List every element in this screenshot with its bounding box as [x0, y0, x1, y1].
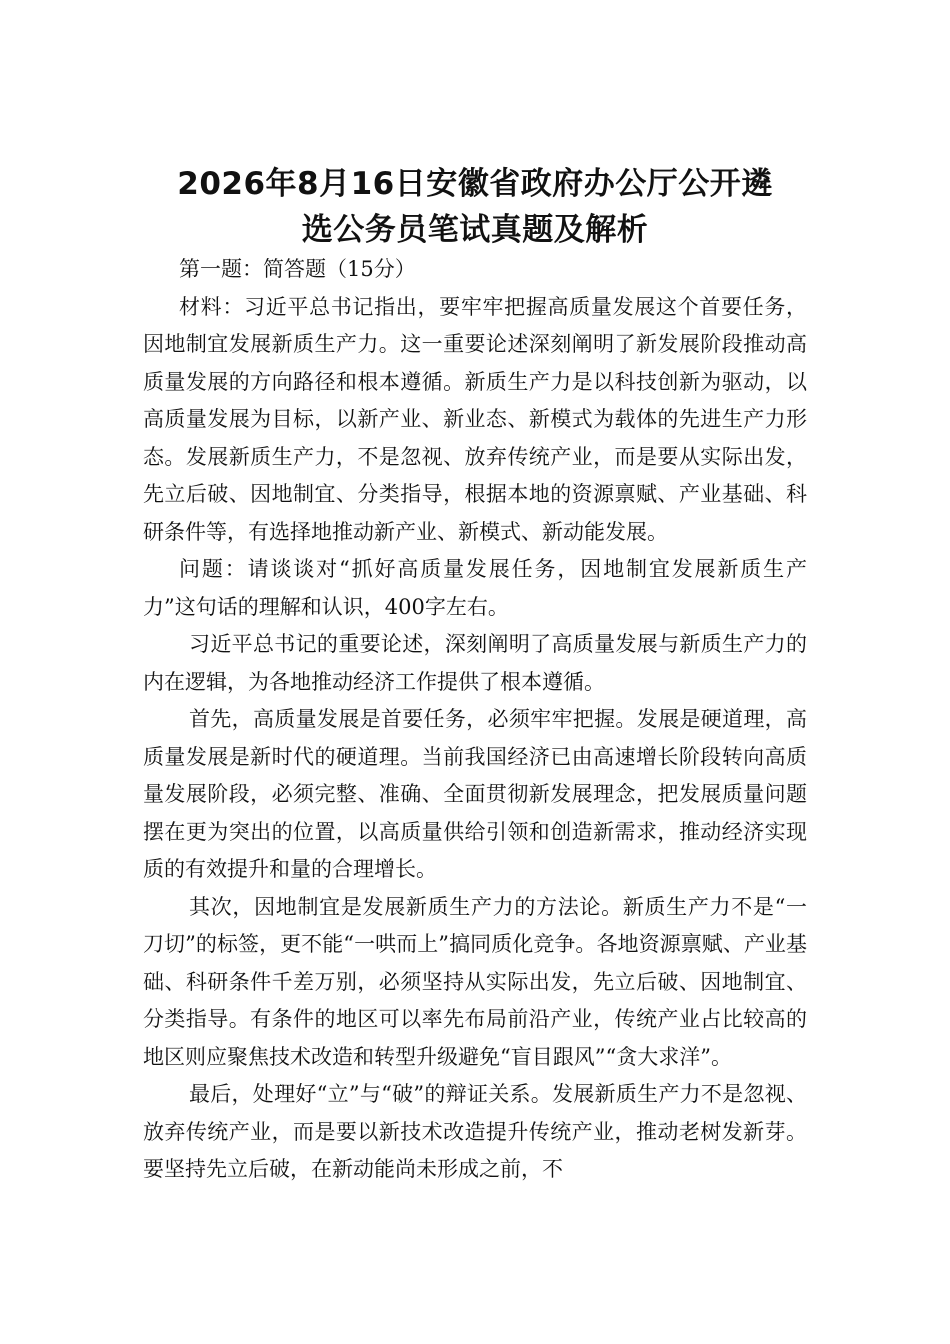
document-body	[143, 251, 807, 1189]
answer-second-paragraph: 其次，因地制宜是发展新质生产力的方法论。新质生产力不是“一刀切”的标签，更不能“一哄而上”搞同质化竞争。各地资源禀赋、产业基础、科研条件千差万别，必须坚持从实际出发，先立后破、因地制宜、分类指导。有条件的地区可以率先布局前沿产业，传统产业占比较高的地区则应聚焦技术改造和转型升级避免“盲目跟风”“贪大求洋”。	[143, 894, 807, 1069]
question-paragraph: 问题：请谈谈对“抓好高质量发展任务，因地制宜发展新质生产力”这句话的理解和认识，400字左右。	[143, 557, 807, 619]
document-title	[120, 161, 830, 253]
material-paragraph: 材料：习近平总书记指出，要牢牢把握高质量发展这个首要任务，因地制宜发展新质生产力。这一重要论述深刻阐明了新发展阶段推动高质量发展的方向路径和根本遵循。新质生产力是以科技创新为驱动，以高质量发展为目标，以新产业、新业态、新模式为载体的先进生产力形态。发展新质生产力，不是忽视、放弃传统产业，而是要从实际出发，先立后破、因地制宜、分类指导，根据本地的资源禀赋、产业基础、科研条件等，有选择地推动新产业、新模式、新动能发展。	[143, 294, 807, 544]
question-heading: 第一题：简答题（15分）	[179, 257, 416, 281]
answer-first-paragraph: 首先，高质量发展是首要任务，必须牢牢把握。发展是硬道理，高质量发展是新时代的硬道理。当前我国经济已由高速增长阶段转向高质量发展阶段，必须完整、准确、全面贯彻新发展理念，把发展质量问题摆在更为突出的位置，以高质量供给引领和创造新需求，推动经济实现质的有效提升和量的合理增长。	[143, 707, 807, 881]
title-line-1: 2026年8月16日安徽省政府办公厅公开遴	[177, 165, 773, 202]
title-line-2: 选公务员笔试真题及解析	[301, 211, 649, 248]
answer-intro-paragraph: 习近平总书记的重要论述，深刻阐明了高质量发展与新质生产力的内在逻辑，为各地推动经济工作提供了根本遵循。	[143, 632, 807, 694]
answer-last-paragraph: 最后，处理好“立”与“破”的辩证关系。发展新质生产力不是忽视、放弃传统产业，而是要以新技术改造提升传统产业，推动老树发新芽。要坚持先立后破，在新动能尚未形成之前，不	[143, 1082, 807, 1181]
